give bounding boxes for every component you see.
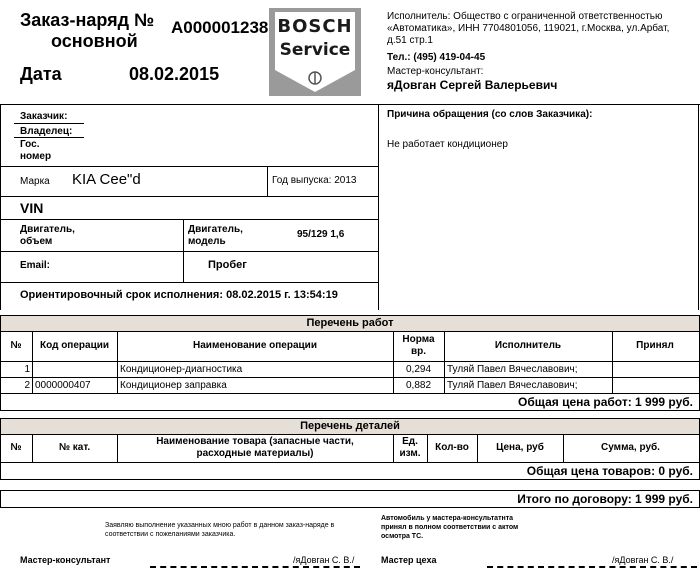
- parts-col-qty: Кол-во: [435, 442, 469, 453]
- works-col-norm-2: вр.: [410, 346, 427, 357]
- title-line2: основной: [51, 31, 138, 51]
- works-col-name: Наименование операции: [193, 340, 317, 351]
- order-number: A000001238: [171, 18, 269, 37]
- parts-col-sum: Сумма, руб.: [601, 442, 660, 453]
- engine-model-label-2: модель: [188, 236, 226, 247]
- parts-total: Общая цена товаров: 0 руб.: [526, 464, 693, 478]
- parts-col-name-2: расходные материалы): [196, 448, 314, 459]
- contractor-line1: Исполнитель: Общество с ограниченной ответственностью: [387, 11, 663, 22]
- footer-left-note-2: соответствии с пожеланиями заказчика.: [105, 531, 236, 538]
- footer-left-note-1: Заявляю выполнение указанных мною работ в данном заказ-наряде в: [105, 522, 335, 529]
- row-name: Кондиционер-диагностика: [120, 364, 243, 375]
- row-number: 1: [24, 364, 30, 375]
- vin-label: VIN: [20, 200, 44, 216]
- grand-total: Итого по договору: 1 999 руб.: [517, 492, 693, 506]
- master-signature-line: [150, 566, 360, 568]
- works-total: Общая цена работ: 1 999 руб.: [518, 395, 693, 409]
- footer-shop-sign: /яДовган С. В./: [612, 555, 674, 565]
- brand-label: Марка: [20, 176, 50, 187]
- deadline-text: Ориентировочный срок исполнения: 08.02.2015 г. 13:54:19: [20, 289, 338, 301]
- footer-right-note-3: осмотра ТС.: [381, 533, 424, 540]
- parts-col-price: Цена, руб: [496, 442, 544, 453]
- shop-signature-line: [487, 566, 697, 568]
- email-label: Email:: [20, 260, 51, 271]
- customer-label: Заказчик:: [20, 111, 68, 122]
- engine-volume-label-1: Двигатель,: [20, 224, 75, 235]
- date-value: 08.02.2015: [129, 64, 220, 84]
- contractor-phone: Тел.: (495) 419-04-45: [387, 52, 486, 63]
- parts-col-unit-1: Ед.: [402, 436, 418, 447]
- works-col-accepted: Принял: [636, 340, 674, 351]
- works-col-norm-1: Норма: [402, 334, 435, 345]
- footer-master-sign: /яДовган С. В./: [293, 555, 355, 565]
- row-norm: 0,294: [405, 364, 432, 375]
- title-line1: Заказ-наряд №: [20, 10, 155, 30]
- date-label: Дата: [20, 64, 62, 84]
- row-worker: Туляй Павел Вячеславович;: [447, 364, 578, 375]
- engine-model-label-1: Двигатель,: [188, 224, 243, 235]
- contractor-line2: «Автоматика», ИНН 7704801056, 119021, г.Москва, ул.Арбат,: [387, 23, 670, 34]
- row-number: 2: [24, 380, 30, 391]
- row-worker: Туляй Павел Вячеславович;: [447, 380, 578, 391]
- row-norm: 0,882: [405, 380, 432, 391]
- row-name: Кондиционер заправка: [120, 380, 227, 391]
- row-code: 0000000407: [35, 380, 91, 391]
- parts-title: Перечень деталей: [300, 420, 400, 432]
- parts-col-unit-2: изм.: [399, 448, 421, 459]
- master-name: яДовган Сергей Валерьевич: [387, 78, 558, 92]
- footer-right-note-2: принял в полном соответствии с актом: [381, 524, 519, 531]
- plate-label-2: номер: [20, 151, 52, 162]
- engine-model-value: 95/129 1,6: [297, 229, 345, 240]
- parts-col-name-1: Наименование товара (запасные части,: [156, 436, 354, 447]
- master-label: Мастер-консультант:: [387, 66, 484, 77]
- brand-value: KIA Cee"d: [72, 171, 141, 188]
- reason-label: Причина обращения (со слов Заказчика):: [387, 109, 593, 120]
- parts-col-catalog: № кат.: [58, 442, 91, 453]
- parts-col-n: №: [10, 442, 22, 453]
- mileage-label: Пробег: [208, 259, 247, 271]
- bosch-service-logo: BOSCH Service: [269, 8, 361, 96]
- contractor-line3: д.51 стр.1: [387, 35, 433, 46]
- engine-volume-label-2: объем: [20, 236, 53, 247]
- owner-label: Владелец:: [20, 126, 73, 137]
- footer-shop-label: Мастер цеха: [381, 555, 437, 565]
- year-label: Год выпуска: 2013: [272, 175, 357, 186]
- plate-label-1: Гос.: [20, 139, 40, 150]
- reason-text: Не работает кондиционер: [387, 139, 508, 150]
- works-col-code: Код операции: [39, 340, 110, 351]
- works-col-worker: Исполнитель: [494, 340, 562, 351]
- footer-master-label: Мастер-консультант: [20, 555, 111, 565]
- footer-right-note-1: Автомобиль у мастера-консультатнта: [381, 515, 514, 522]
- works-col-n: №: [10, 340, 22, 351]
- works-title: Перечень работ: [306, 317, 394, 329]
- shield-icon: [275, 70, 355, 94]
